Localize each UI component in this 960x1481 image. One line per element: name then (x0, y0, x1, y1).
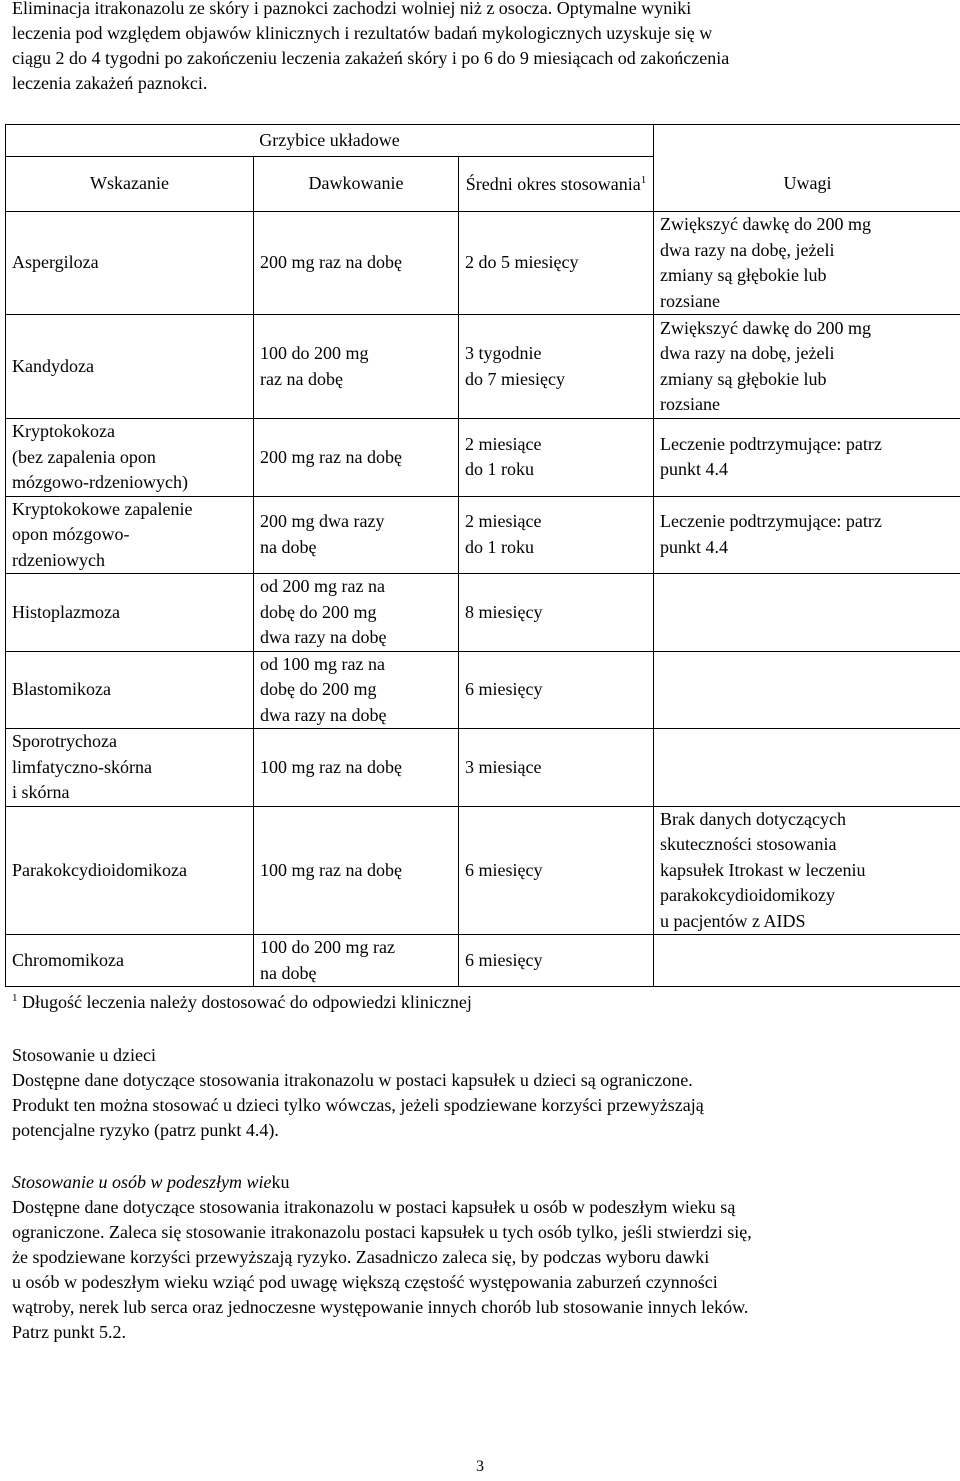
indication-line: Parakokcydioidomikoza (12, 859, 187, 880)
cell-notes (654, 315, 960, 419)
indication-line: Aspergiloza (12, 252, 99, 273)
notes-line: Brak danych dotyczących (660, 808, 846, 829)
indication-line: Blastomikoza (12, 679, 111, 699)
duration-line: 8 miesięcy (465, 601, 543, 622)
intro-line: leczenia pod względem objawów klinicznych i rezultatów badań mykologicznych uzyskuje się w (12, 23, 713, 43)
dosage-line: 100 do 200 mg (260, 343, 369, 363)
table-row (6, 496, 960, 574)
cell-duration (459, 212, 654, 315)
cell-dosage (254, 935, 459, 987)
indication-line: limfatyczno-skórna (12, 756, 152, 777)
cell-dosage (254, 496, 459, 574)
indication-line: opon mózgowo- (12, 524, 130, 544)
cell-duration (459, 496, 654, 574)
intro-paragraph (12, 0, 947, 96)
cell-notes (654, 574, 960, 652)
duration-line: 2 do 5 miesięcy (465, 252, 579, 273)
notes-line: dwa razy na dobę, jeżeli (660, 343, 835, 363)
intro-line: ciągu 2 do 4 tygodni po zakończeniu leczenia zakażeń skóry i po 6 do 9 miesiącach od zakończenia (12, 48, 730, 68)
duration-line: do 1 roku (465, 536, 534, 557)
indication-line: rdzeniowych (12, 549, 105, 570)
cell-dosage (254, 419, 459, 497)
children-section (12, 1043, 947, 1143)
dosage-line: dwa razy na dobę (260, 627, 387, 647)
elderly-line: ograniczone. Zaleca się stosowanie itrakonazolu postaci kapsułek u tych osób tylko, jeśli stwierdzi się, (12, 1222, 752, 1242)
dosage-line: 200 mg dwa razy (260, 511, 385, 532)
cell-notes (654, 212, 960, 315)
indication-line: Kryptokokoza (12, 421, 115, 441)
dosage-line: na dobę (260, 536, 317, 557)
cell-indication (6, 212, 254, 315)
cell-duration (459, 935, 654, 987)
intro-line: leczenia zakażeń paznokci. (12, 73, 208, 93)
cell-indication (6, 496, 254, 574)
dosage-line: na dobę (260, 962, 317, 983)
indication-line: Chromomikoza (12, 949, 124, 970)
indication-line: Histoplazmoza (12, 601, 120, 622)
notes-line: zmiany są głębokie lub (660, 368, 827, 389)
dosage-line: od 100 mg raz na (260, 653, 385, 674)
cell-dosage (254, 212, 459, 315)
cell-notes (654, 651, 960, 729)
elderly-line: że spodziewane korzyści przewyższają ryzyko. Zasadniczo zaleca się, by podczas wyboru dawki (12, 1247, 710, 1267)
footnote-number: 1 (12, 992, 18, 1004)
duration-line: 3 tygodnie (465, 343, 542, 363)
notes-line: zmiany są głębokie lub (660, 265, 827, 285)
cell-notes (654, 806, 960, 935)
children-line: Dostępne dane dotyczące stosowania itrakonazolu w postaci kapsułek u dzieci są ograniczone. (12, 1070, 693, 1090)
notes-line: rozsiane (660, 394, 720, 414)
footnote-text: Długość leczenia należy dostosować do odpowiedzi klinicznej (22, 992, 472, 1012)
duration-line: 2 miesiące (465, 511, 542, 532)
cell-indication (6, 729, 254, 807)
cell-indication (6, 651, 254, 729)
cell-duration (459, 419, 654, 497)
indication-line: Kryptokokowe zapalenie (12, 498, 193, 519)
notes-line: Zwiększyć dawkę do 200 mg (660, 214, 871, 234)
header-duration (459, 157, 654, 212)
cell-indication (6, 574, 254, 652)
table-row (6, 574, 960, 652)
notes-line: Zwiększyć dawkę do 200 mg (660, 317, 871, 338)
table-row (6, 651, 960, 729)
elderly-heading-rest: ku (271, 1172, 290, 1192)
table-title-cell (6, 125, 654, 157)
elderly-line: wątroby, nerek lub serca oraz jednoczesne występowanie innych chorób lub stosowanie innych leków. (12, 1297, 749, 1317)
indication-line: (bez zapalenia opon (12, 446, 156, 467)
notes-line: u pacjentów z AIDS (660, 910, 806, 931)
dosage-line: raz na dobę (260, 368, 343, 389)
cell-dosage (254, 574, 459, 652)
cell-notes (654, 935, 960, 987)
notes-line: skuteczności stosowania (660, 834, 837, 854)
intro-line: Eliminacja itrakonazolu ze skóry i paznokci zachodzi wolniej niż z osocza. Optymalne wyniki (12, 0, 692, 18)
duration-line: 6 miesięcy (465, 859, 543, 880)
cell-indication (6, 315, 254, 419)
indication-line: mózgowo-rdzeniowych) (12, 472, 188, 492)
cell-notes (654, 729, 960, 807)
duration-line: 2 miesiące (465, 433, 542, 454)
cell-dosage (254, 806, 459, 935)
elderly-line: Dostępne dane dotyczące stosowania itrakonazolu w postaci kapsułek u osób w podeszłym wieku są (12, 1197, 736, 1217)
duration-line: 3 miesiące (465, 756, 542, 777)
header-indication: Wskazanie (6, 157, 254, 212)
cell-duration (459, 574, 654, 652)
table-title-blank-cell (654, 125, 960, 157)
dosage-line: 200 mg raz na dobę (260, 252, 402, 273)
table-row (6, 212, 960, 315)
elderly-line: Patrz punkt 5.2. (12, 1322, 126, 1342)
notes-line: parakokcydioidomikozy (660, 885, 835, 905)
duration-line: 6 miesięcy (465, 679, 543, 699)
table-footnote (12, 990, 472, 1015)
notes-line: dwa razy na dobę, jeżeli (660, 239, 835, 260)
children-line: Produkt ten można stosować u dzieci tylko wówczas, jeżeli spodziewane korzyści przewyższają (12, 1095, 704, 1115)
footnote-mark: 1 (640, 174, 647, 186)
table-row (6, 806, 960, 935)
children-heading: Stosowanie u dzieci (12, 1045, 156, 1065)
cell-notes (654, 496, 960, 574)
cell-dosage (254, 651, 459, 729)
notes-line: Leczenie podtrzymujące: patrz (660, 511, 882, 532)
elderly-line: u osób w podeszłym wieku wziąć pod uwagę większą częstość występowania zaburzeń czynności (12, 1272, 718, 1292)
cell-duration (459, 729, 654, 807)
notes-line: punkt 4.4 (660, 536, 729, 557)
table-row (6, 935, 960, 987)
cell-duration (459, 315, 654, 419)
elderly-heading (12, 1170, 947, 1195)
cell-dosage (254, 729, 459, 807)
duration-line: do 1 roku (465, 459, 534, 480)
cell-indication (6, 806, 254, 935)
elderly-section (12, 1170, 947, 1345)
duration-line: 6 miesięcy (465, 949, 543, 970)
indication-line: i skórna (12, 782, 70, 802)
dosage-line: dobę do 200 mg (260, 679, 377, 699)
dosage-line: 100 mg raz na dobę (260, 756, 402, 777)
notes-line: Leczenie podtrzymujące: patrz (660, 433, 882, 454)
notes-line: punkt 4.4 (660, 459, 729, 480)
table-body (6, 212, 960, 987)
indication-line: Kandydoza (12, 355, 94, 376)
table-row (6, 729, 960, 807)
table-row (6, 419, 960, 497)
cell-duration (459, 806, 654, 935)
page-number: 3 (476, 1458, 484, 1475)
dosage-table (5, 124, 960, 987)
header-duration-text: Średni okres stosowania (465, 174, 641, 194)
dosage-line: dwa razy na dobę (260, 704, 387, 725)
notes-line: kapsułek Itrokast w leczeniu (660, 859, 866, 880)
header-notes: Uwagi (654, 157, 960, 212)
table-title: Grzybice układowe (259, 129, 400, 150)
cell-notes (654, 419, 960, 497)
notes-line: rozsiane (660, 290, 720, 311)
cell-duration (459, 651, 654, 729)
cell-indication (6, 419, 254, 497)
cell-indication (6, 935, 254, 987)
header-dosage: Dawkowanie (254, 157, 459, 212)
dosage-line: dobę do 200 mg (260, 601, 377, 622)
dosage-line: 200 mg raz na dobę (260, 446, 402, 467)
dosage-line: od 200 mg raz na (260, 576, 385, 596)
cell-dosage (254, 315, 459, 419)
table-row (6, 315, 960, 419)
dosage-line: 100 do 200 mg raz (260, 937, 395, 957)
children-line: potencjalne ryzyko (patrz punkt 4.4). (12, 1120, 279, 1140)
duration-line: do 7 miesięcy (465, 368, 565, 389)
indication-line: Sporotrychoza (12, 731, 117, 751)
dosage-line: 100 mg raz na dobę (260, 859, 402, 880)
elderly-heading-italic: Stosowanie u osób w podeszłym wie (12, 1172, 272, 1192)
